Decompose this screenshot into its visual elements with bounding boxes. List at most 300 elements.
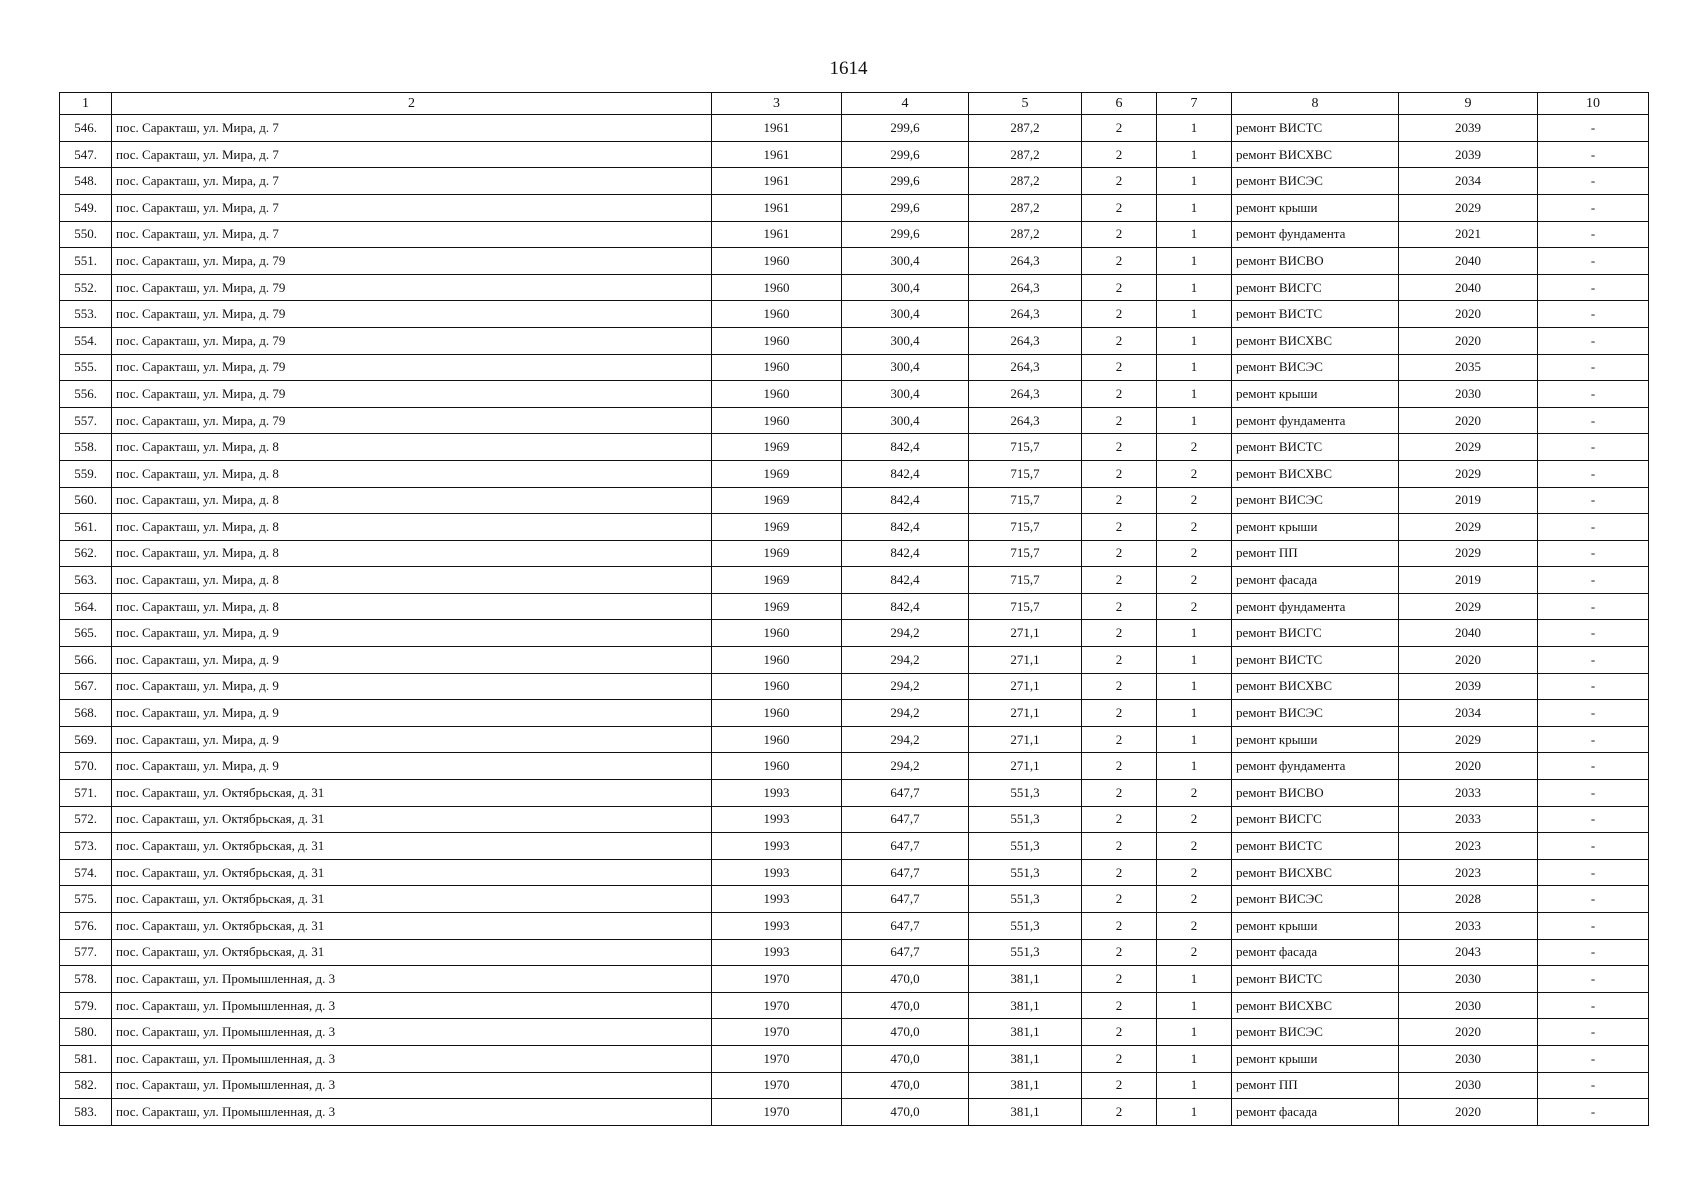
cell-living-area: 271,1 [969,647,1082,674]
cell-note: - [1538,1099,1649,1126]
cell-work-type: ремонт ВИСТС [1232,966,1399,993]
cell-living-area: 715,7 [969,434,1082,461]
table-row [60,753,1649,780]
cell-total-area: 294,2 [842,673,969,700]
cell-floors: 2 [1082,673,1157,700]
table-row [60,274,1649,301]
cell-note: - [1538,567,1649,594]
cell-living-area: 551,3 [969,939,1082,966]
cell-year-built: 1961 [712,141,842,168]
cell-total-area: 647,7 [842,939,969,966]
cell-work-type: ремонт крыши [1232,1045,1399,1072]
cell-row-number: 573. [60,833,112,860]
cell-work-type: ремонт фундамента [1232,753,1399,780]
cell-address: пос. Саракташ, ул. Мира, д. 8 [112,567,712,594]
table-row [60,168,1649,195]
cell-planned-year: 2030 [1399,1045,1538,1072]
cell-entrances: 2 [1157,460,1232,487]
cell-note: - [1538,327,1649,354]
cell-note: - [1538,168,1649,195]
cell-living-area: 715,7 [969,593,1082,620]
cell-living-area: 271,1 [969,700,1082,727]
cell-planned-year: 2034 [1399,700,1538,727]
cell-planned-year: 2023 [1399,833,1538,860]
cell-address: пос. Саракташ, ул. Мира, д. 8 [112,487,712,514]
table-row [60,487,1649,514]
cell-address: пос. Саракташ, ул. Мира, д. 8 [112,514,712,541]
table-row [60,966,1649,993]
cell-living-area: 381,1 [969,1019,1082,1046]
cell-living-area: 551,3 [969,833,1082,860]
cell-row-number: 563. [60,567,112,594]
cell-row-number: 561. [60,514,112,541]
cell-floors: 2 [1082,1072,1157,1099]
cell-total-area: 647,7 [842,806,969,833]
cell-row-number: 556. [60,381,112,408]
cell-living-area: 287,2 [969,168,1082,195]
cell-note: - [1538,966,1649,993]
table-row [60,726,1649,753]
cell-total-area: 647,7 [842,913,969,940]
cell-entrances: 1 [1157,354,1232,381]
cell-entrances: 2 [1157,806,1232,833]
cell-work-type: ремонт крыши [1232,514,1399,541]
cell-floors: 2 [1082,833,1157,860]
cell-total-area: 300,4 [842,248,969,275]
cell-entrances: 2 [1157,859,1232,886]
cell-note: - [1538,939,1649,966]
cell-work-type: ремонт ПП [1232,1072,1399,1099]
cell-year-built: 1960 [712,354,842,381]
cell-floors: 2 [1082,726,1157,753]
cell-floors: 2 [1082,620,1157,647]
cell-note: - [1538,726,1649,753]
cell-row-number: 562. [60,540,112,567]
cell-floors: 2 [1082,115,1157,142]
cell-entrances: 1 [1157,274,1232,301]
cell-year-built: 1960 [712,407,842,434]
cell-planned-year: 2019 [1399,567,1538,594]
cell-living-area: 551,3 [969,806,1082,833]
cell-year-built: 1960 [712,753,842,780]
cell-floors: 2 [1082,1099,1157,1126]
cell-planned-year: 2043 [1399,939,1538,966]
cell-planned-year: 2020 [1399,301,1538,328]
cell-planned-year: 2020 [1399,753,1538,780]
cell-entrances: 2 [1157,567,1232,594]
cell-total-area: 294,2 [842,753,969,780]
cell-note: - [1538,221,1649,248]
table-row [60,327,1649,354]
cell-work-type: ремонт ВИСХВС [1232,673,1399,700]
cell-work-type: ремонт ВИСГС [1232,274,1399,301]
cell-row-number: 572. [60,806,112,833]
table-row [60,886,1649,913]
cell-row-number: 571. [60,780,112,807]
cell-row-number: 580. [60,1019,112,1046]
table-row [60,1099,1649,1126]
cell-year-built: 1961 [712,194,842,221]
cell-planned-year: 2040 [1399,274,1538,301]
cell-planned-year: 2033 [1399,780,1538,807]
cell-floors: 2 [1082,168,1157,195]
data-table [59,92,1649,1126]
cell-living-area: 287,2 [969,141,1082,168]
table-row [60,540,1649,567]
cell-planned-year: 2029 [1399,194,1538,221]
cell-floors: 2 [1082,567,1157,594]
cell-note: - [1538,194,1649,221]
cell-year-built: 1970 [712,1072,842,1099]
cell-floors: 2 [1082,913,1157,940]
table-row [60,859,1649,886]
cell-address: пос. Саракташ, ул. Мира, д. 9 [112,726,712,753]
cell-year-built: 1960 [712,647,842,674]
cell-floors: 2 [1082,806,1157,833]
cell-address: пос. Саракташ, ул. Мира, д. 8 [112,593,712,620]
cell-address: пос. Саракташ, ул. Октябрьская, д. 31 [112,833,712,860]
cell-entrances: 2 [1157,939,1232,966]
column-header-6: 6 [1082,93,1157,115]
cell-year-built: 1993 [712,859,842,886]
cell-year-built: 1970 [712,1099,842,1126]
cell-total-area: 842,4 [842,434,969,461]
table-row [60,221,1649,248]
cell-floors: 2 [1082,354,1157,381]
table-row [60,939,1649,966]
cell-row-number: 574. [60,859,112,886]
cell-work-type: ремонт ВИСХВС [1232,859,1399,886]
cell-note: - [1538,859,1649,886]
cell-note: - [1538,274,1649,301]
column-header-2: 2 [112,93,712,115]
cell-note: - [1538,833,1649,860]
column-header-3: 3 [712,93,842,115]
cell-floors: 2 [1082,327,1157,354]
cell-living-area: 381,1 [969,1099,1082,1126]
cell-row-number: 565. [60,620,112,647]
cell-planned-year: 2030 [1399,966,1538,993]
cell-row-number: 560. [60,487,112,514]
cell-entrances: 1 [1157,1099,1232,1126]
cell-living-area: 715,7 [969,487,1082,514]
cell-entrances: 1 [1157,753,1232,780]
table-row [60,248,1649,275]
cell-year-built: 1969 [712,434,842,461]
cell-row-number: 552. [60,274,112,301]
cell-total-area: 300,4 [842,274,969,301]
header-row [60,93,1649,115]
cell-living-area: 271,1 [969,726,1082,753]
cell-year-built: 1960 [712,301,842,328]
cell-address: пос. Саракташ, ул. Октябрьская, д. 31 [112,913,712,940]
table-row [60,992,1649,1019]
cell-planned-year: 2020 [1399,1019,1538,1046]
cell-floors: 2 [1082,593,1157,620]
cell-work-type: ремонт ВИСЭС [1232,886,1399,913]
cell-note: - [1538,354,1649,381]
cell-address: пос. Саракташ, ул. Мира, д. 9 [112,673,712,700]
cell-planned-year: 2029 [1399,540,1538,567]
cell-total-area: 470,0 [842,1045,969,1072]
cell-year-built: 1969 [712,487,842,514]
cell-row-number: 553. [60,301,112,328]
cell-entrances: 2 [1157,434,1232,461]
table-row [60,354,1649,381]
cell-year-built: 1969 [712,567,842,594]
table-row [60,514,1649,541]
cell-work-type: ремонт ВИСХВС [1232,992,1399,1019]
cell-planned-year: 2029 [1399,726,1538,753]
cell-work-type: ремонт крыши [1232,194,1399,221]
cell-address: пос. Саракташ, ул. Мира, д. 79 [112,274,712,301]
cell-address: пос. Саракташ, ул. Мира, д. 79 [112,248,712,275]
cell-total-area: 842,4 [842,514,969,541]
table-row [60,301,1649,328]
column-header-4: 4 [842,93,969,115]
cell-row-number: 558. [60,434,112,461]
cell-note: - [1538,673,1649,700]
cell-total-area: 294,2 [842,647,969,674]
cell-total-area: 294,2 [842,726,969,753]
cell-row-number: 546. [60,115,112,142]
cell-living-area: 264,3 [969,301,1082,328]
cell-year-built: 1960 [712,274,842,301]
cell-floors: 2 [1082,460,1157,487]
cell-planned-year: 2030 [1399,1072,1538,1099]
cell-year-built: 1993 [712,833,842,860]
cell-living-area: 715,7 [969,514,1082,541]
cell-year-built: 1969 [712,593,842,620]
cell-address: пос. Саракташ, ул. Мира, д. 8 [112,460,712,487]
table-row [60,647,1649,674]
cell-address: пос. Саракташ, ул. Октябрьская, д. 31 [112,859,712,886]
cell-planned-year: 2030 [1399,381,1538,408]
table-row [60,913,1649,940]
cell-row-number: 577. [60,939,112,966]
cell-work-type: ремонт фасада [1232,1099,1399,1126]
cell-year-built: 1970 [712,992,842,1019]
cell-note: - [1538,1019,1649,1046]
cell-total-area: 842,4 [842,567,969,594]
cell-planned-year: 2040 [1399,620,1538,647]
cell-work-type: ремонт ВИСТС [1232,647,1399,674]
cell-address: пос. Саракташ, ул. Мира, д. 7 [112,194,712,221]
cell-total-area: 294,2 [842,700,969,727]
cell-total-area: 300,4 [842,301,969,328]
cell-entrances: 2 [1157,540,1232,567]
cell-living-area: 264,3 [969,354,1082,381]
cell-work-type: ремонт ПП [1232,540,1399,567]
cell-planned-year: 2029 [1399,460,1538,487]
cell-planned-year: 2035 [1399,354,1538,381]
cell-work-type: ремонт фундамента [1232,407,1399,434]
cell-planned-year: 2029 [1399,593,1538,620]
cell-work-type: ремонт крыши [1232,381,1399,408]
cell-row-number: 550. [60,221,112,248]
cell-address: пос. Саракташ, ул. Октябрьская, д. 31 [112,939,712,966]
cell-floors: 2 [1082,859,1157,886]
cell-floors: 2 [1082,939,1157,966]
cell-entrances: 1 [1157,620,1232,647]
cell-entrances: 2 [1157,487,1232,514]
cell-year-built: 1993 [712,913,842,940]
cell-row-number: 575. [60,886,112,913]
cell-year-built: 1993 [712,780,842,807]
cell-floors: 2 [1082,407,1157,434]
cell-address: пос. Саракташ, ул. Промышленная, д. 3 [112,1019,712,1046]
table-row [60,620,1649,647]
cell-note: - [1538,487,1649,514]
cell-living-area: 287,2 [969,221,1082,248]
cell-year-built: 1993 [712,806,842,833]
cell-planned-year: 2039 [1399,673,1538,700]
cell-planned-year: 2040 [1399,248,1538,275]
table-row [60,1072,1649,1099]
table-row [60,1045,1649,1072]
cell-total-area: 470,0 [842,966,969,993]
cell-planned-year: 2020 [1399,407,1538,434]
cell-note: - [1538,301,1649,328]
cell-note: - [1538,593,1649,620]
cell-note: - [1538,700,1649,727]
cell-work-type: ремонт ВИСЭС [1232,354,1399,381]
cell-planned-year: 2028 [1399,886,1538,913]
column-header-10: 10 [1538,93,1649,115]
cell-total-area: 294,2 [842,620,969,647]
cell-work-type: ремонт ВИСГС [1232,620,1399,647]
cell-row-number: 555. [60,354,112,381]
cell-note: - [1538,381,1649,408]
cell-address: пос. Саракташ, ул. Мира, д. 79 [112,381,712,408]
cell-total-area: 300,4 [842,354,969,381]
cell-total-area: 299,6 [842,168,969,195]
cell-living-area: 287,2 [969,194,1082,221]
cell-entrances: 1 [1157,700,1232,727]
cell-floors: 2 [1082,780,1157,807]
cell-planned-year: 2021 [1399,221,1538,248]
table-body [60,115,1649,1126]
cell-entrances: 1 [1157,647,1232,674]
cell-floors: 2 [1082,487,1157,514]
table-row [60,407,1649,434]
cell-floors: 2 [1082,514,1157,541]
cell-row-number: 551. [60,248,112,275]
cell-address: пос. Саракташ, ул. Октябрьская, д. 31 [112,780,712,807]
cell-living-area: 551,3 [969,886,1082,913]
cell-year-built: 1969 [712,514,842,541]
cell-total-area: 300,4 [842,407,969,434]
cell-living-area: 715,7 [969,567,1082,594]
cell-entrances: 1 [1157,221,1232,248]
cell-work-type: ремонт ВИСЭС [1232,487,1399,514]
cell-living-area: 264,3 [969,274,1082,301]
cell-living-area: 551,3 [969,913,1082,940]
cell-note: - [1538,407,1649,434]
cell-year-built: 1970 [712,966,842,993]
cell-total-area: 647,7 [842,886,969,913]
cell-row-number: 579. [60,992,112,1019]
cell-year-built: 1960 [712,248,842,275]
cell-total-area: 842,4 [842,593,969,620]
cell-entrances: 1 [1157,115,1232,142]
cell-work-type: ремонт ВИСГС [1232,806,1399,833]
cell-floors: 2 [1082,886,1157,913]
cell-floors: 2 [1082,248,1157,275]
cell-floors: 2 [1082,647,1157,674]
cell-row-number: 567. [60,673,112,700]
cell-living-area: 381,1 [969,1072,1082,1099]
cell-total-area: 842,4 [842,540,969,567]
cell-floors: 2 [1082,434,1157,461]
cell-work-type: ремонт фасада [1232,939,1399,966]
cell-total-area: 470,0 [842,1019,969,1046]
cell-note: - [1538,620,1649,647]
cell-year-built: 1960 [712,726,842,753]
cell-living-area: 381,1 [969,992,1082,1019]
cell-living-area: 551,3 [969,780,1082,807]
cell-work-type: ремонт ВИСВО [1232,780,1399,807]
cell-planned-year: 2033 [1399,913,1538,940]
cell-planned-year: 2029 [1399,514,1538,541]
cell-total-area: 470,0 [842,1099,969,1126]
cell-work-type: ремонт ВИСЭС [1232,700,1399,727]
cell-entrances: 1 [1157,992,1232,1019]
cell-address: пос. Саракташ, ул. Мира, д. 7 [112,141,712,168]
cell-note: - [1538,141,1649,168]
column-header-9: 9 [1399,93,1538,115]
cell-living-area: 381,1 [969,1045,1082,1072]
cell-entrances: 1 [1157,141,1232,168]
cell-floors: 2 [1082,274,1157,301]
cell-address: пос. Саракташ, ул. Мира, д. 79 [112,354,712,381]
cell-address: пос. Саракташ, ул. Промышленная, д. 3 [112,1072,712,1099]
cell-note: - [1538,992,1649,1019]
cell-row-number: 576. [60,913,112,940]
cell-note: - [1538,434,1649,461]
table-row [60,700,1649,727]
cell-planned-year: 2020 [1399,327,1538,354]
cell-planned-year: 2020 [1399,647,1538,674]
cell-note: - [1538,460,1649,487]
cell-work-type: ремонт ВИСТС [1232,115,1399,142]
cell-work-type: ремонт ВИСТС [1232,833,1399,860]
cell-year-built: 1961 [712,115,842,142]
cell-entrances: 1 [1157,966,1232,993]
table-row [60,567,1649,594]
cell-entrances: 2 [1157,913,1232,940]
cell-note: - [1538,115,1649,142]
cell-row-number: 548. [60,168,112,195]
cell-address: пос. Саракташ, ул. Промышленная, д. 3 [112,1099,712,1126]
cell-living-area: 715,7 [969,540,1082,567]
column-header-5: 5 [969,93,1082,115]
cell-row-number: 568. [60,700,112,727]
cell-living-area: 381,1 [969,966,1082,993]
cell-living-area: 264,3 [969,381,1082,408]
cell-work-type: ремонт фундамента [1232,593,1399,620]
table-row [60,593,1649,620]
cell-living-area: 287,2 [969,115,1082,142]
cell-address: пос. Саракташ, ул. Мира, д. 79 [112,301,712,328]
cell-total-area: 299,6 [842,221,969,248]
cell-entrances: 1 [1157,301,1232,328]
cell-address: пос. Саракташ, ул. Промышленная, д. 3 [112,1045,712,1072]
cell-entrances: 1 [1157,1019,1232,1046]
cell-year-built: 1960 [712,327,842,354]
cell-total-area: 470,0 [842,1072,969,1099]
cell-row-number: 578. [60,966,112,993]
